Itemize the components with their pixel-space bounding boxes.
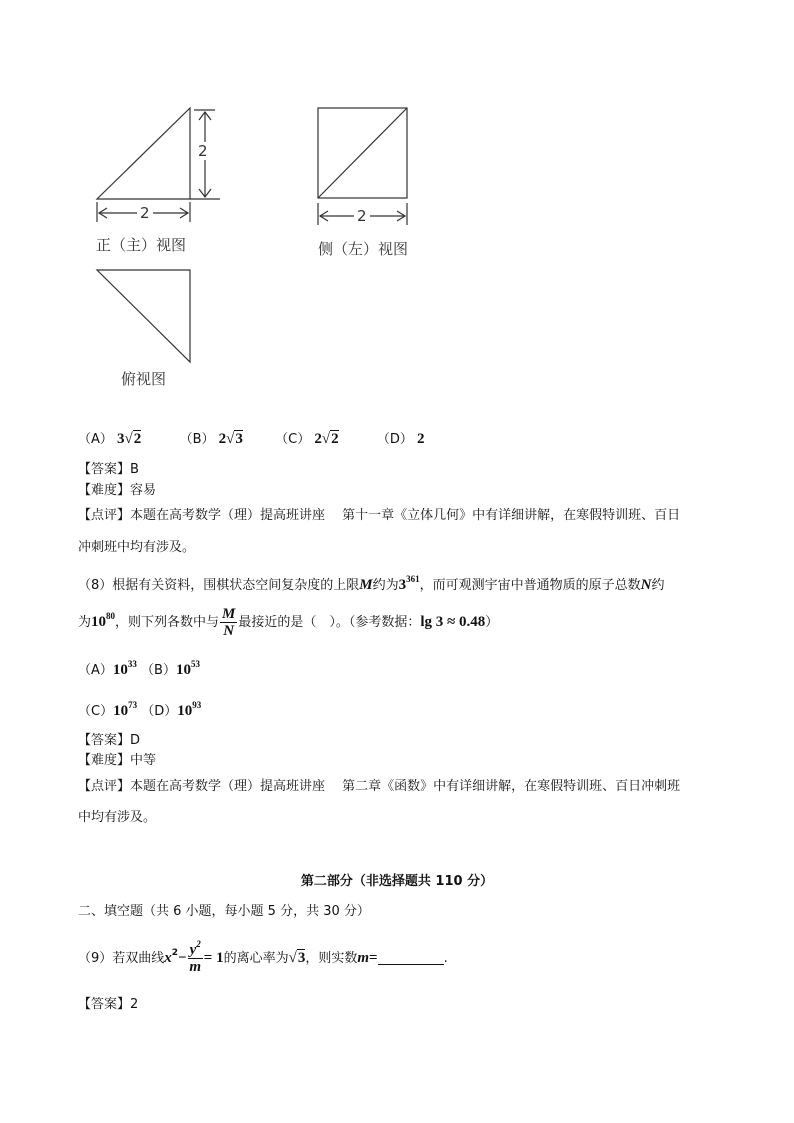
q9-answer-blank[interactable] (378, 952, 444, 965)
q8-options-ab (78, 661, 200, 680)
fill-blank-section-heading: 二、填空题（共 6 小题，每小题 5 分，共 30 分） (78, 904, 370, 919)
q7-option-a: （A） 3√2 (78, 431, 142, 447)
top-view-drawing (97, 270, 190, 362)
q8-answer: 【答案】D (78, 733, 141, 748)
q7-comment-line1: 【点评】本题在高考数学（理）提高班讲座 第十一章《立体几何》中有详细讲解，在寒假特训班、百日 (78, 508, 681, 523)
q8-option-a: $(A)10^{33}$ (78, 659, 137, 678)
side-view-caption: 侧（左）视图 (318, 240, 409, 258)
q9-fraction: $\frac{y^2}{m}$ (189, 939, 202, 975)
q8-option-b: $(B)10^{53}$ (141, 659, 200, 678)
q8-options-cd (78, 702, 201, 721)
front-height-label: 2 (198, 142, 208, 160)
q8-option-d: $(D)10^{93}$ (141, 700, 202, 719)
q8-comment-line2: 中均有涉及。 (78, 810, 157, 825)
side-width-label: 2 (354, 207, 370, 225)
three-view-figure (0, 0, 794, 400)
q7-option-d: （D） 2 (376, 431, 425, 447)
q8-stem-line1: （8）根据有关资料，围棋状态空间复杂度的上限M约为$3^{361}$，而可观测宇宙中普通物质的原子总数N约 (78, 574, 665, 593)
front-view-drawing (97, 108, 220, 222)
front-width-label: 2 (137, 204, 153, 222)
q9-answer: 【答案】2 (78, 997, 139, 1012)
q7-options (78, 430, 425, 449)
q7-difficulty: 【难度】容易 (78, 483, 157, 498)
q8-comment-line1: 【点评】本题在高考数学（理）提高班讲座 第二章《函数》中有详细讲解，在寒假特训班、百日冲刺班 (78, 779, 681, 794)
q7-answer: 【答案】B (78, 462, 139, 477)
q9-stem: （9）若双曲线$x^2-$ $\frac{y^2}{m}$ = 1的离心率为√3，则实数m= . (78, 939, 448, 975)
part2-title: 第二部分（非选择题共 110 分） (300, 874, 494, 889)
front-view-caption: 正（主）视图 (96, 236, 187, 254)
q8-stem-line2: 为$10^{80}$，则下列各数中与 $\frac{M}{N}$ 最接近的是（ ）。（参考数据：lg 3 ≈ 0.48） (78, 606, 499, 639)
q7-option-b: （B） 2√3 (179, 431, 243, 447)
q8-fraction: $\frac{M}{N}$ (222, 606, 236, 639)
top-view-caption: 俯视图 (121, 370, 167, 388)
q7-comment-line2: 冲刺班中均有涉及。 (78, 540, 196, 555)
q8-difficulty: 【难度】中等 (78, 753, 157, 768)
q8-option-c: $(C)10^{73}$ (78, 700, 138, 719)
q7-option-c: （C） 2√2 (275, 431, 339, 447)
